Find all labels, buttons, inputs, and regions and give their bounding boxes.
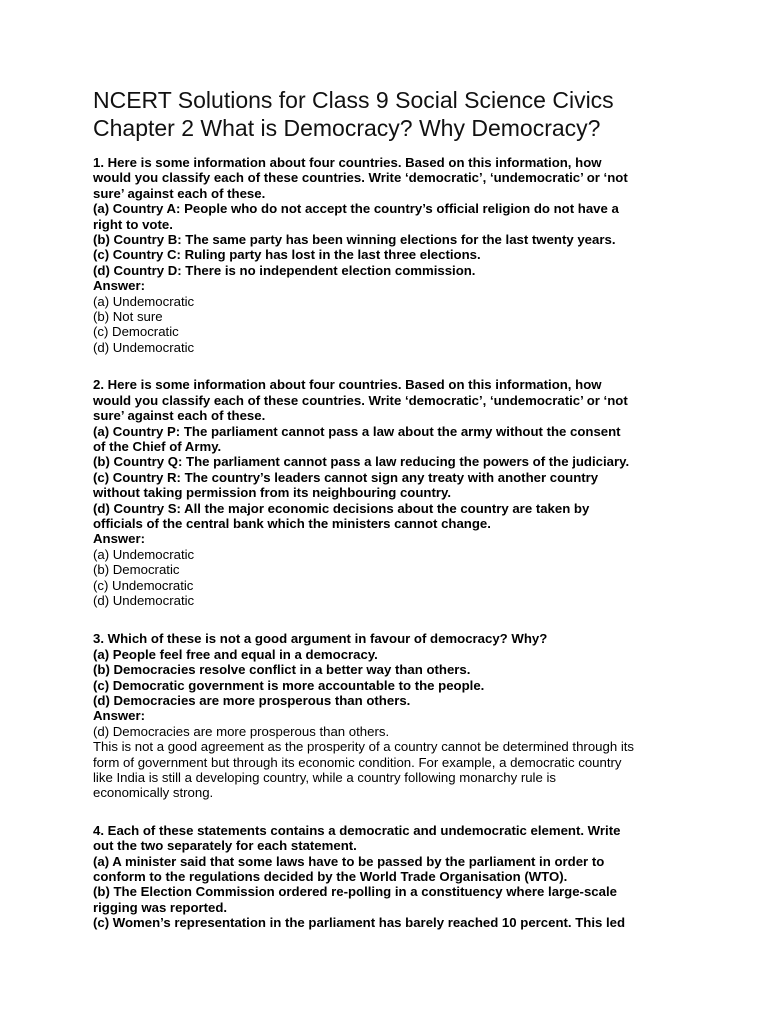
option-line: (b) Country B: The same party has been winning elections for the last twenty years. — [93, 232, 616, 248]
option-line: conform to the regulations decided by the World Trade Organisation (WTO). — [93, 869, 568, 885]
answer-line: (d) Undemocratic — [93, 592, 195, 608]
document-page — [93, 86, 693, 931]
answer-line: (a) Undemocratic — [93, 293, 195, 309]
option-line: of the Chief of Army. — [93, 438, 222, 454]
question-options — [93, 647, 693, 709]
answer-line: economically strong. — [93, 785, 214, 801]
answer-label: Answer: — [93, 531, 146, 547]
question-options — [93, 854, 693, 931]
option-line: rigging was reported. — [93, 899, 228, 915]
question-text — [93, 377, 693, 423]
answer-line: (b) Democratic — [93, 562, 180, 578]
option-line: officials of the central bank which the ministers cannot change. — [93, 515, 491, 531]
title-line: NCERT Solutions for Class 9 Social Science Civics — [93, 87, 614, 113]
option-line: (d) Country D: There is no independent election commission. — [93, 262, 476, 278]
option-line: without taking permission from its neighbouring country. — [93, 485, 452, 501]
text-line: 4. Each of these statements contains a democratic and undemocratic element. Write — [93, 822, 621, 838]
option-line: (a) Country P: The parliament cannot pass a law about the army without the consent — [93, 423, 621, 439]
question-1 — [93, 155, 693, 355]
answer-line: (a) Undemocratic — [93, 546, 195, 562]
answer-line: form of government but through its economic condition. For example, a democratic country — [93, 754, 622, 770]
text-line: out the two separately for each statement. — [93, 838, 357, 854]
option-line: (b) Democracies resolve conflict in a better way than others. — [93, 662, 471, 678]
text-line: would you classify each of these countries. Write ‘democratic’, ‘undemocratic’ or ‘not — [93, 392, 628, 408]
question-options — [93, 201, 693, 278]
text-line: 1. Here is some information about four countries. Based on this information, how — [93, 155, 602, 170]
question-3 — [93, 631, 693, 800]
answer-line: (d) Undemocratic — [93, 339, 195, 355]
title-line: Chapter 2 What is Democracy? Why Democracy? — [93, 115, 601, 141]
question-options — [93, 424, 693, 532]
question-text — [93, 631, 693, 646]
answer-line: (d) Democracies are more prosperous than others. — [93, 723, 390, 739]
option-line: right to vote. — [93, 216, 173, 232]
question-4 — [93, 823, 693, 931]
question-text — [93, 155, 693, 201]
option-line: (c) Country C: Ruling party has lost in the last three elections. — [93, 247, 481, 263]
text-line: sure’ against each of these. — [93, 408, 266, 424]
option-line: (d) Country S: All the major economic decisions about the country are taken by — [93, 500, 590, 516]
answer-line: (c) Undemocratic — [93, 577, 194, 593]
page-title — [93, 86, 693, 142]
option-line: (b) Country Q: The parliament cannot pass a law reducing the powers of the judiciary. — [93, 454, 630, 470]
answer-label: Answer: — [93, 278, 146, 294]
option-line: (d) Democracies are more prosperous than others. — [93, 693, 411, 708]
text-line: 3. Which of these is not a good argument in favour of democracy? Why? — [93, 631, 548, 647]
option-line: (c) Democratic government is more accountable to the people. — [93, 677, 485, 693]
answer-list — [93, 294, 693, 356]
answer-line: This is not a good agreement as the prosperity of a country cannot be determined through its — [93, 739, 635, 755]
option-line: (c) Women’s representation in the parliament has barely reached 10 percent. This led — [93, 915, 626, 931]
answer-line: (b) Not sure — [93, 309, 163, 325]
option-line: (a) People feel free and equal in a democracy. — [93, 646, 378, 662]
answer-line: (c) Democratic — [93, 324, 179, 340]
answer-line: like India is still a developing country, while a country following monarchy rule is — [93, 770, 557, 786]
option-line: (a) A minister said that some laws have to be passed by the parliament in order to — [93, 853, 605, 869]
text-line: sure’ against each of these. — [93, 185, 266, 201]
option-line: (c) Country R: The country’s leaders cannot sign any treaty with another country — [93, 469, 599, 485]
answer-list — [93, 547, 693, 609]
answer-list — [93, 724, 693, 801]
question-text — [93, 823, 693, 854]
answer-label: Answer: — [93, 708, 146, 724]
question-2 — [93, 377, 693, 608]
option-line: (b) The Election Commission ordered re-polling in a constituency where large-scale — [93, 884, 617, 900]
text-line: 2. Here is some information about four countries. Based on this information, how — [93, 377, 602, 393]
option-line: (a) Country A: People who do not accept the country’s official religion do not have a — [93, 201, 619, 217]
text-line: would you classify each of these countries. Write ‘democratic’, ‘undemocratic’ or ‘not — [93, 170, 628, 186]
